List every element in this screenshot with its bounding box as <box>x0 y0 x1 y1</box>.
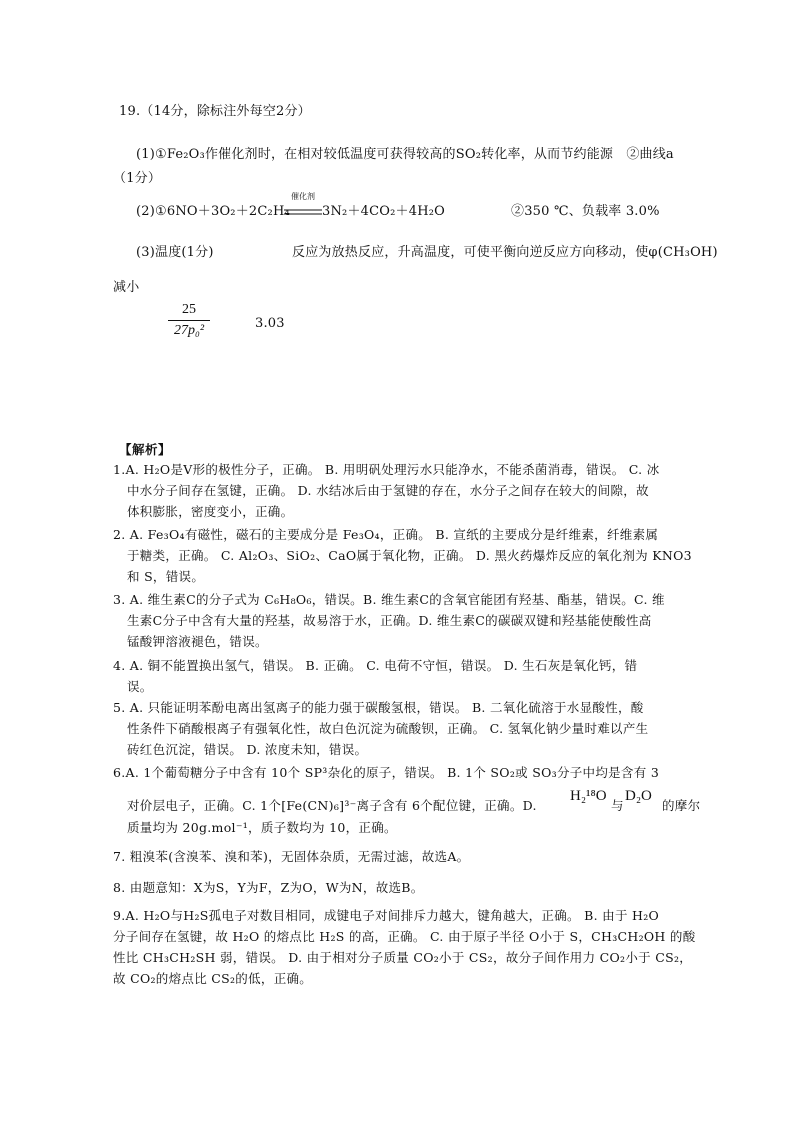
analysis-q1-line3: 体积膨胀，密度变小，正确。 <box>127 504 294 519</box>
fraction-numerator: 25 <box>182 302 196 317</box>
analysis-heading: 【解析】 <box>119 442 172 457</box>
equal-arrow-icon <box>284 208 322 216</box>
analysis-q2-line1: 2. A. Fe₃O₄有磁性，磁石的主要成分是 Fe₃O₄，正确。 B. 宣纸的主要成分是纤维素，纤维素属 <box>113 527 659 542</box>
q19-title: 19.（14分，除标注外每空2分） <box>119 104 311 119</box>
analysis-q2-line3: 和 S，错误。 <box>127 569 205 584</box>
analysis-q6-line2: 对价层电子，正确。C. 1个[Fe(CN)₆]³⁻离子含有 6个配位键，正确。D. <box>127 798 537 813</box>
analysis-q2-line2: 于糖类，正确。 C. Al₂O₃、SiO₂、CaO属于氧化物，正确。 D. 黑火药爆炸反应的氧化剂为 KNO3 <box>127 548 692 563</box>
formula-d2o <box>625 788 652 805</box>
analysis-q6-line3: 质量均为 20g.mol⁻¹，质子数均为 10，正确。 <box>127 820 397 835</box>
analysis-q1-line1: 1.A. H₂O是V形的极性分子，正确。 B. 用明矾处理污水只能净水，不能杀菌消毒，错误。 C. 冰 <box>113 462 660 477</box>
analysis-q4-line1: 4. A. 铜不能置换出氢气，错误。 B. 正确。 C. 电荷不守恒，错误。 D. 生石灰是氧化钙，错 <box>113 658 638 673</box>
catalyst-label: 催化剂 <box>291 192 315 201</box>
q19-part1-line1: (1)①Fe₂O₃作催化剂时，在相对较低温度可获得较高的SO₂转化率，从而节约能源 ②曲线a <box>136 147 674 162</box>
q19-part3-label: (3)温度(1分) <box>136 245 214 260</box>
q19-part2-answer2: ②350 ℃、负载率 3.0% <box>511 204 660 219</box>
analysis-q5-line2: 性条件下硝酸根离子有强氧化性，故白色沉淀为硫酸钡，正确。 C. 氢氧化钠少量时难以产生 <box>127 721 649 736</box>
q19-part2-equation-right: 3N₂＋4CO₂＋4H₂O <box>322 204 446 219</box>
formula-h2-18o-text: H₂¹⁸O <box>570 788 607 804</box>
formula-h2-18o <box>570 788 607 805</box>
analysis-q9-line2: 分子间存在氢键，故 H₂O 的熔点比 H₂S 的高，正确。 C. 由于原子半径 O小于 S，CH₃CH₂OH 的酸 <box>113 929 696 944</box>
analysis-q4-line2: 误。 <box>127 679 153 694</box>
analysis-q5-line1: 5. A. 只能证明苯酚电离出氢离子的能力强于碳酸氢根，错误。 B. 二氧化硫溶于水显酸性，酸 <box>113 700 644 715</box>
analysis-q9-line3: 性比 CH₃CH₂SH 弱，错误。 D. 由于相对分子质量 CO₂小于 CS₂，故分子间作用力 CO₂小于 CS₂， <box>113 950 693 965</box>
analysis-q3-line2: 生素C分子中含有大量的羟基，故易溶于水，正确。D. 维生素C的碳碳双键和羟基能使酸性高 <box>127 613 652 628</box>
fraction-denominator: 27p₀² <box>173 323 205 338</box>
analysis-q6-line2-end: 的摩尔 <box>662 798 701 813</box>
q19-part3-reason: 反应为放热反应，升高温度，可使平衡向逆反应方向移动，使φ(CH₃OH) <box>292 245 718 260</box>
formula-d2o-text: D₂O <box>625 788 652 804</box>
analysis-q6-line1: 6.A. 1个葡萄糖分子中含有 10个 SP³杂化的原子，错误。 B. 1个 SO₂或 SO₃分子中均是含有 3 <box>113 765 660 780</box>
fraction-answer <box>168 302 210 339</box>
analysis-q3-line1: 3. A. 维生素C的分子式为 C₆H₈O₆，错误。B. 维生素C的含氧官能团有羟基、酯基，错误。C. 维 <box>113 592 665 607</box>
analysis-q1-line2: 中水分子间存在氢键，正确。 D. 水结冰后由于氢键的存在，水分子之间存在较大的间隙，故 <box>127 483 649 498</box>
analysis-q9-line1: 9.A. H₂O与H₂S孤电子对数目相同，成键电子对间排斥力越大，键角越大，正确。 B. 由于 H₂O <box>113 908 660 923</box>
q19-part2-equation-left: (2)①6NO＋3O₂＋2C₂H₄ <box>136 204 290 219</box>
analysis-q8: 8. 由题意知：X为S，Y为F，Z为O，W为N，故选B。 <box>113 880 424 895</box>
fraction-bar <box>168 320 210 321</box>
analysis-q9-line4: 故 CO₂的熔点比 CS₂的低，正确。 <box>113 971 313 986</box>
q19-part3-line2: 减小 <box>113 280 140 295</box>
value-answer: 3.03 <box>255 316 285 331</box>
reaction-arrow <box>284 192 322 220</box>
q6-with-word: 与 <box>611 798 624 813</box>
analysis-q3-line3: 锰酸钾溶液褪色，错误。 <box>127 634 268 649</box>
q19-part1-line2: （1分） <box>113 171 162 186</box>
analysis-q5-line3: 砖红色沉淀，错误。 D. 浓度未知，错误。 <box>127 742 368 757</box>
analysis-q7: 7. 粗溴苯(含溴苯、溴和苯)，无固体杂质，无需过滤，故选A。 <box>113 849 470 864</box>
